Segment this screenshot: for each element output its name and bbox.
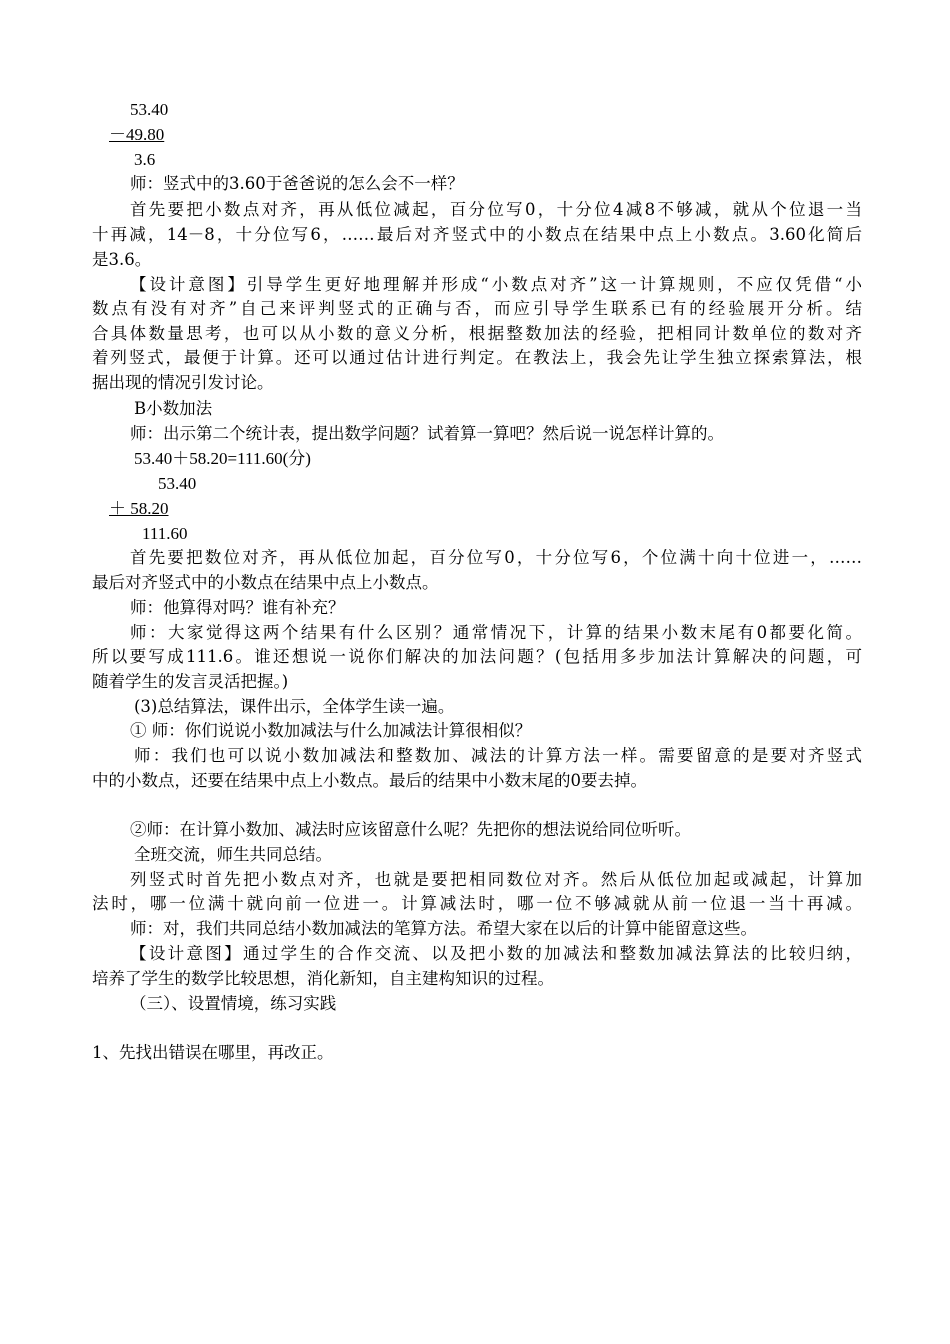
addition-result: 111.60 (142, 524, 188, 543)
teacher-question: 师：竖式中的3.60于爸爸说的怎么会不一样？ (130, 174, 464, 193)
paragraph-line: 法时，哪一位满十就向前一位进一。计算减法时，哪一位不够减就从前一位退一当十再减。 (92, 894, 862, 913)
paragraph-line: 最后对齐竖式中的小数点在结果中点上小数点。 (92, 573, 439, 592)
addition-addend-1: 53.40 (158, 474, 197, 493)
teacher-prompt: 师：出示第二个统计表，提出数学问题？试着算一算吧？然后说一说怎样计算的。 (130, 424, 724, 443)
exercise-item: 1、先找出错误在哪里，再改正。 (92, 1043, 334, 1062)
addition-addend-2: ＋ 58.20 (109, 499, 169, 518)
paragraph-line: 首先要把小数点对齐，再从低位减起，百分位写0，十分位4减8不够减，就从个位退一当 (130, 200, 862, 219)
paragraph-line: 十再减，14－8，十分位写6，……最后对齐竖式中的小数点在结果中点上小数点。3.60化简后 (92, 225, 862, 244)
design-intent-line: 合具体数量思考，也可以从小数的意义分析，根据整数加法的经验，把相同计数单位的数对齐 (92, 324, 862, 343)
subtraction-result: 3.6 (134, 150, 156, 169)
paragraph-line: 是3.6。 (92, 250, 152, 269)
paragraph-line: 所以要写成111.6。谁还想说一说你们解决的加法问题？(包括用多步加法计算解决的问题，可 (92, 647, 862, 666)
design-intent-line: 【设计意图】通过学生的合作交流、以及把小数的加减法和整数加减法算法的比较归纳， (130, 944, 862, 963)
paragraph-line: 中的小数点，还要在结果中点上小数点。最后的结果中小数末尾的0要去掉。 (92, 771, 647, 790)
summary-heading: (3)总结算法，课件出示，全体学生读一遍。 (134, 697, 455, 716)
design-intent-line: 数点有没有对齐”自己来评判竖式的正确与否，而应引导学生联系已有的经验展开分析。结 (92, 299, 862, 318)
subtraction-subtrahend: －49.80 (109, 125, 165, 144)
paragraph-line: 全班交流，师生共同总结。 (134, 845, 332, 864)
paragraph-line: 随着学生的发言灵活把握。) (92, 672, 289, 691)
paragraph-line: 师：对，我们共同总结小数加减法的笔算方法。希望大家在以后的计算中能留意这些。 (130, 919, 757, 938)
paragraph-line: 首先要把数位对齐，再从低位加起，百分位写0，十分位写6，个位满十向十位进一，…… (130, 548, 862, 567)
design-intent-line: 【设计意图】引导学生更好地理解并形成“小数点对齐”这一计算规则，不应仅凭借“小 (130, 275, 862, 294)
addition-equation: 53.40＋58.20=111.60(分) (134, 449, 311, 468)
design-intent-line: 培养了学生的数学比较思想，消化新知，自主建构知识的过程。 (92, 969, 554, 988)
teacher-question: ②师：在计算小数加、减法时应该留意什么呢？先把你的想法说给同位听听。 (130, 820, 691, 839)
paragraph-line: 师：大家觉得这两个结果有什么区别？通常情况下，计算的结果小数末尾有0都要化简。 (130, 623, 862, 642)
teacher-question: 师：他算得对吗？谁有补充？ (130, 598, 345, 617)
paragraph-line: 师：我们也可以说小数加减法和整数加、减法的计算方法一样。需要留意的是要对齐竖式 (134, 746, 862, 765)
design-intent-line: 据出现的情况引发讨论。 (92, 373, 274, 392)
subtraction-minuend: 53.40 (130, 100, 169, 119)
paragraph-line: 列竖式时首先把小数点对齐，也就是要把相同数位对齐。然后从低位加起或减起，计算加 (130, 870, 862, 889)
design-intent-line: 着列竖式，最便于计算。还可以通过估计进行判定。在教法上，我会先让学生独立探索算法，根 (92, 348, 862, 367)
section-heading: （三）、设置情境，练习实践 (130, 994, 337, 1013)
teacher-question: ① 师：你们说说小数加减法与什么加减法计算很相似？ (130, 721, 532, 740)
section-heading: B小数加法 (134, 399, 213, 418)
